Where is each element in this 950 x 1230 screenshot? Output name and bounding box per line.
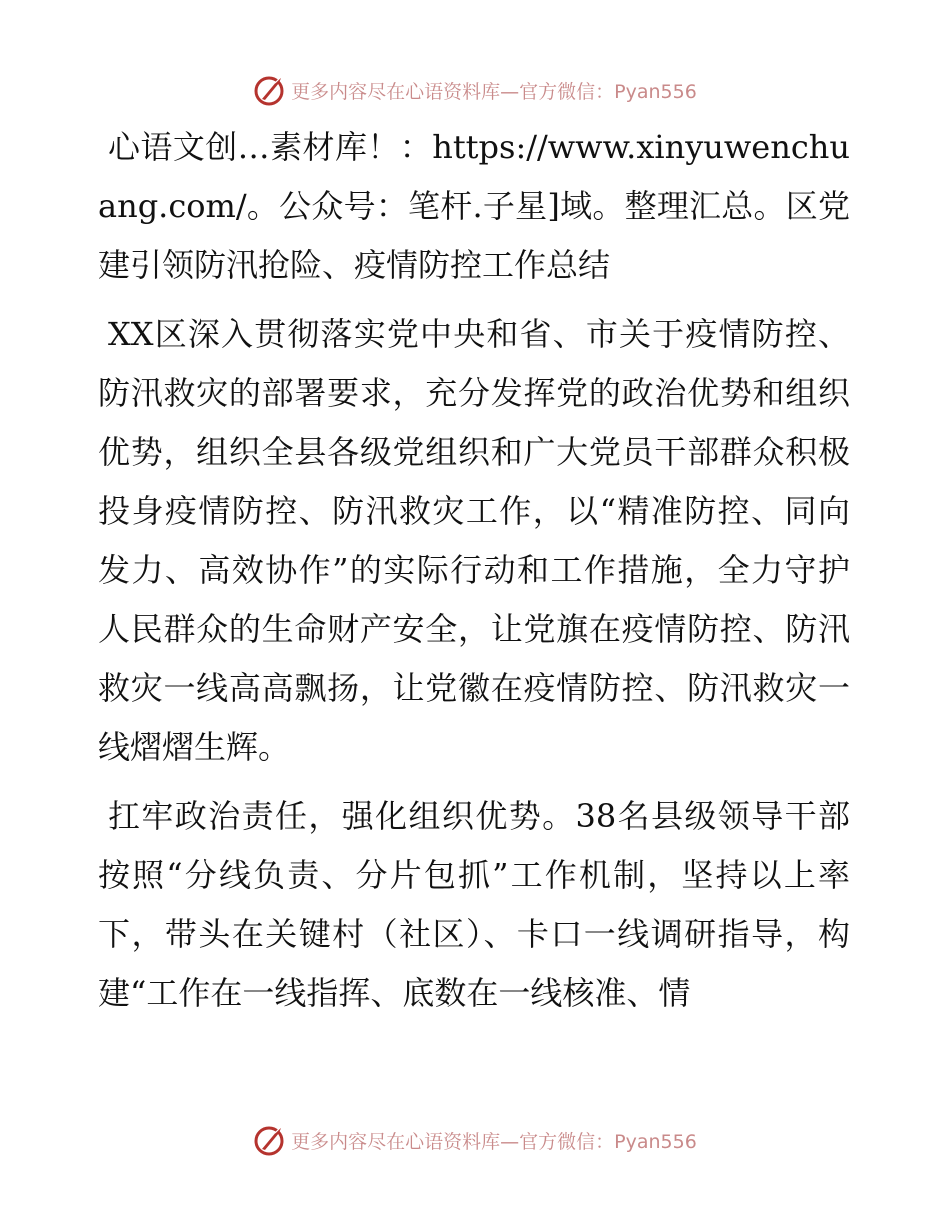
document-body (98, 118, 850, 1033)
quill-pen-logo-icon (253, 73, 287, 107)
paragraph-overview (98, 305, 850, 777)
header-banner (0, 70, 950, 110)
header-banner-text: 更多内容尽在心语资料库—官方微信：Pyan556 (291, 80, 697, 103)
paragraph-overview-text: XX区深入贯彻落实党中央和省、市关于疫情防控、防汛救灾的部署要求，充分发挥党的政治优势和组织优势，组织全县各级党组织和广大党员干部群众积极投身疫情防控、防汛救灾工作，以“精准防控、同向发力、高效协作”的实际行动和工作措施，全力守护人民群众的生命财产安全，让党旗在疫情防控、防汛救灾一线高高飘扬，让党徽在疫情防控、防汛救灾一线熠熠生辉。 (98, 315, 850, 766)
footer-banner (0, 1120, 950, 1160)
paragraph-responsibility-text: 扛牢政治责任，强化组织优势。38名县级领导干部按照“分线负责、分片包抓”工作机制，坚持以上率下，带头在关键村（社区）、卡口一线调研指导，构建“工作在一线指挥、底数在一线核准、情 (98, 797, 850, 1012)
quill-pen-logo-icon (253, 1123, 287, 1157)
paragraph-intro-text: 心语文创…素材库！：https://www.xinyuwenchuang.com/。公众号：笔杆.子星]域。整理汇总。区党建引领防汛抢险、疫情防控工作总结 (98, 128, 850, 284)
footer-banner-text: 更多内容尽在心语资料库—官方微信：Pyan556 (291, 1130, 697, 1153)
paragraph-intro (98, 118, 850, 295)
paragraph-responsibility (98, 787, 850, 1023)
